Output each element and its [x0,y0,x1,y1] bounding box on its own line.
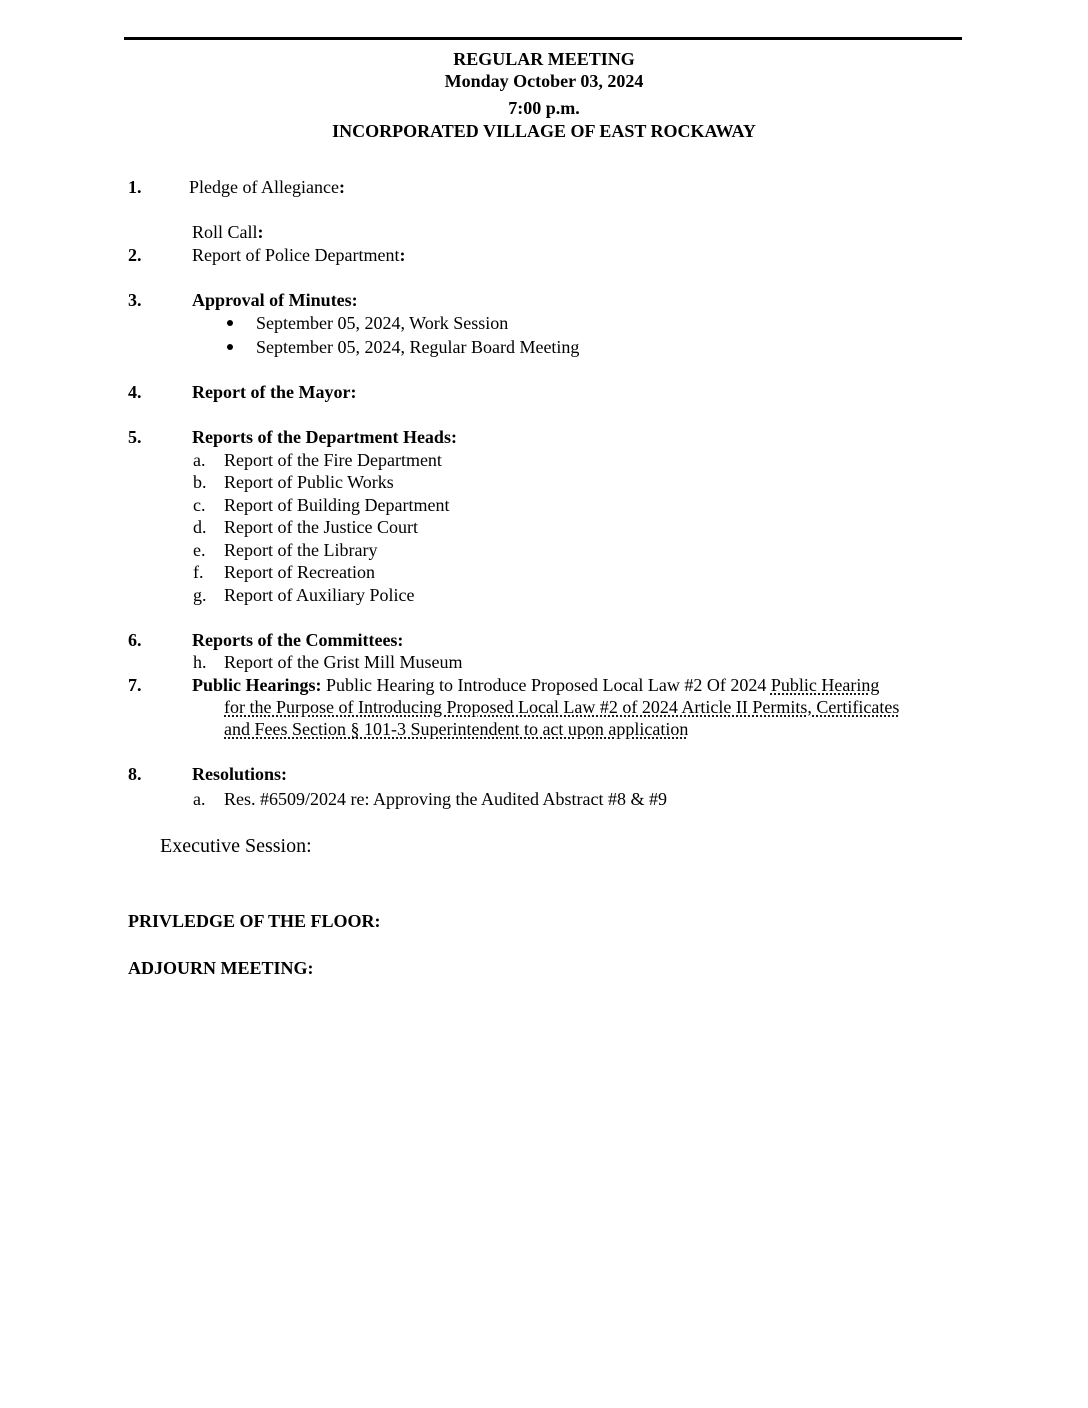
dept-letter-f: f. [193,562,204,582]
agenda-item-resolutions: Resolutions: [192,764,288,784]
executive-session: Executive Session: [160,835,312,857]
item-number-2: 2. [128,245,142,265]
adjourn-meeting: ADJOURN MEETING: [128,958,314,978]
committee-report-grist-mill: Report of the Grist Mill Museum [224,652,463,672]
dept-report-justice-court: Report of the Justice Court [224,517,418,537]
pledge-label: Pledge of Allegiance [189,177,339,197]
agenda-item-department-heads: Reports of the Department Heads: [192,427,457,447]
bullet-icon [227,320,233,326]
dept-letter-d: d. [193,517,207,537]
meeting-title: REGULAR MEETING [453,49,635,69]
agenda-item-mayor: Report of the Mayor: [192,382,357,402]
item-number-6: 6. [128,630,142,650]
minutes-entry-regular-meeting: September 05, 2024, Regular Board Meeting [256,337,580,357]
dept-letter-a: a. [193,450,206,470]
item-number-1: 1. [128,177,142,197]
dept-letter-b: b. [193,472,207,492]
agenda-item-roll-call [192,221,264,243]
dept-report-auxiliary-police: Report of Auxiliary Police [224,585,415,605]
dept-report-recreation: Report of Recreation [224,562,375,582]
dept-letter-g: g. [193,585,207,605]
police-label: Report of Police Department [192,245,400,265]
organization-name: INCORPORATED VILLAGE OF EAST ROCKAWAY [332,121,756,141]
police-colon: : [399,245,406,265]
agenda-item-minutes: Approval of Minutes: [192,290,358,310]
dept-report-public-works: Report of Public Works [224,472,394,492]
item-number-4: 4. [128,382,142,402]
resolution-letter-a: a. [193,789,206,809]
roll-call-colon: : [257,222,264,242]
public-hearing-link-2: for the Purpose of Introducing Proposed Local Law #2 of 2024 Article II Permits, Certificates [224,697,900,717]
dept-report-building: Report of Building Department [224,495,450,515]
minutes-entry-work-session: September 05, 2024, Work Session [256,313,509,333]
roll-call-label: Roll Call [192,222,258,242]
item-number-3: 3. [128,290,142,310]
dept-report-library: Report of the Library [224,540,378,560]
public-hearings-label: Public Hearings: [192,675,322,695]
agenda-item-pledge [189,176,345,198]
agenda-item-public-hearings [192,674,879,696]
agenda-item-police [192,244,405,266]
committee-letter-h: h. [193,652,207,672]
meeting-time: 7:00 p.m. [508,98,580,118]
privilege-of-the-floor: PRIVLEDGE OF THE FLOOR: [128,911,381,931]
dept-letter-e: e. [193,540,206,560]
public-hearing-link-3: and Fees Section § 101-3 Superintendent to act upon application [224,719,689,739]
meeting-date: Monday October 03, 2024 [444,71,644,91]
public-hearing-link-1: Public Hearing [770,675,880,695]
item-number-5: 5. [128,427,142,447]
top-rule [124,37,962,40]
item-number-7: 7. [128,675,142,695]
resolution-6509: Res. #6509/2024 re: Approving the Audited Abstract #8 & #9 [224,789,667,809]
dept-letter-c: c. [193,495,206,515]
bullet-icon [227,344,233,350]
public-hearing-text: Public Hearing to Introduce Proposed Local Law #2 Of 2024 [326,675,767,695]
agenda-item-committees: Reports of the Committees: [192,630,404,650]
item-number-8: 8. [128,764,142,784]
pledge-colon: : [338,177,345,197]
dept-report-fire: Report of the Fire Department [224,450,442,470]
